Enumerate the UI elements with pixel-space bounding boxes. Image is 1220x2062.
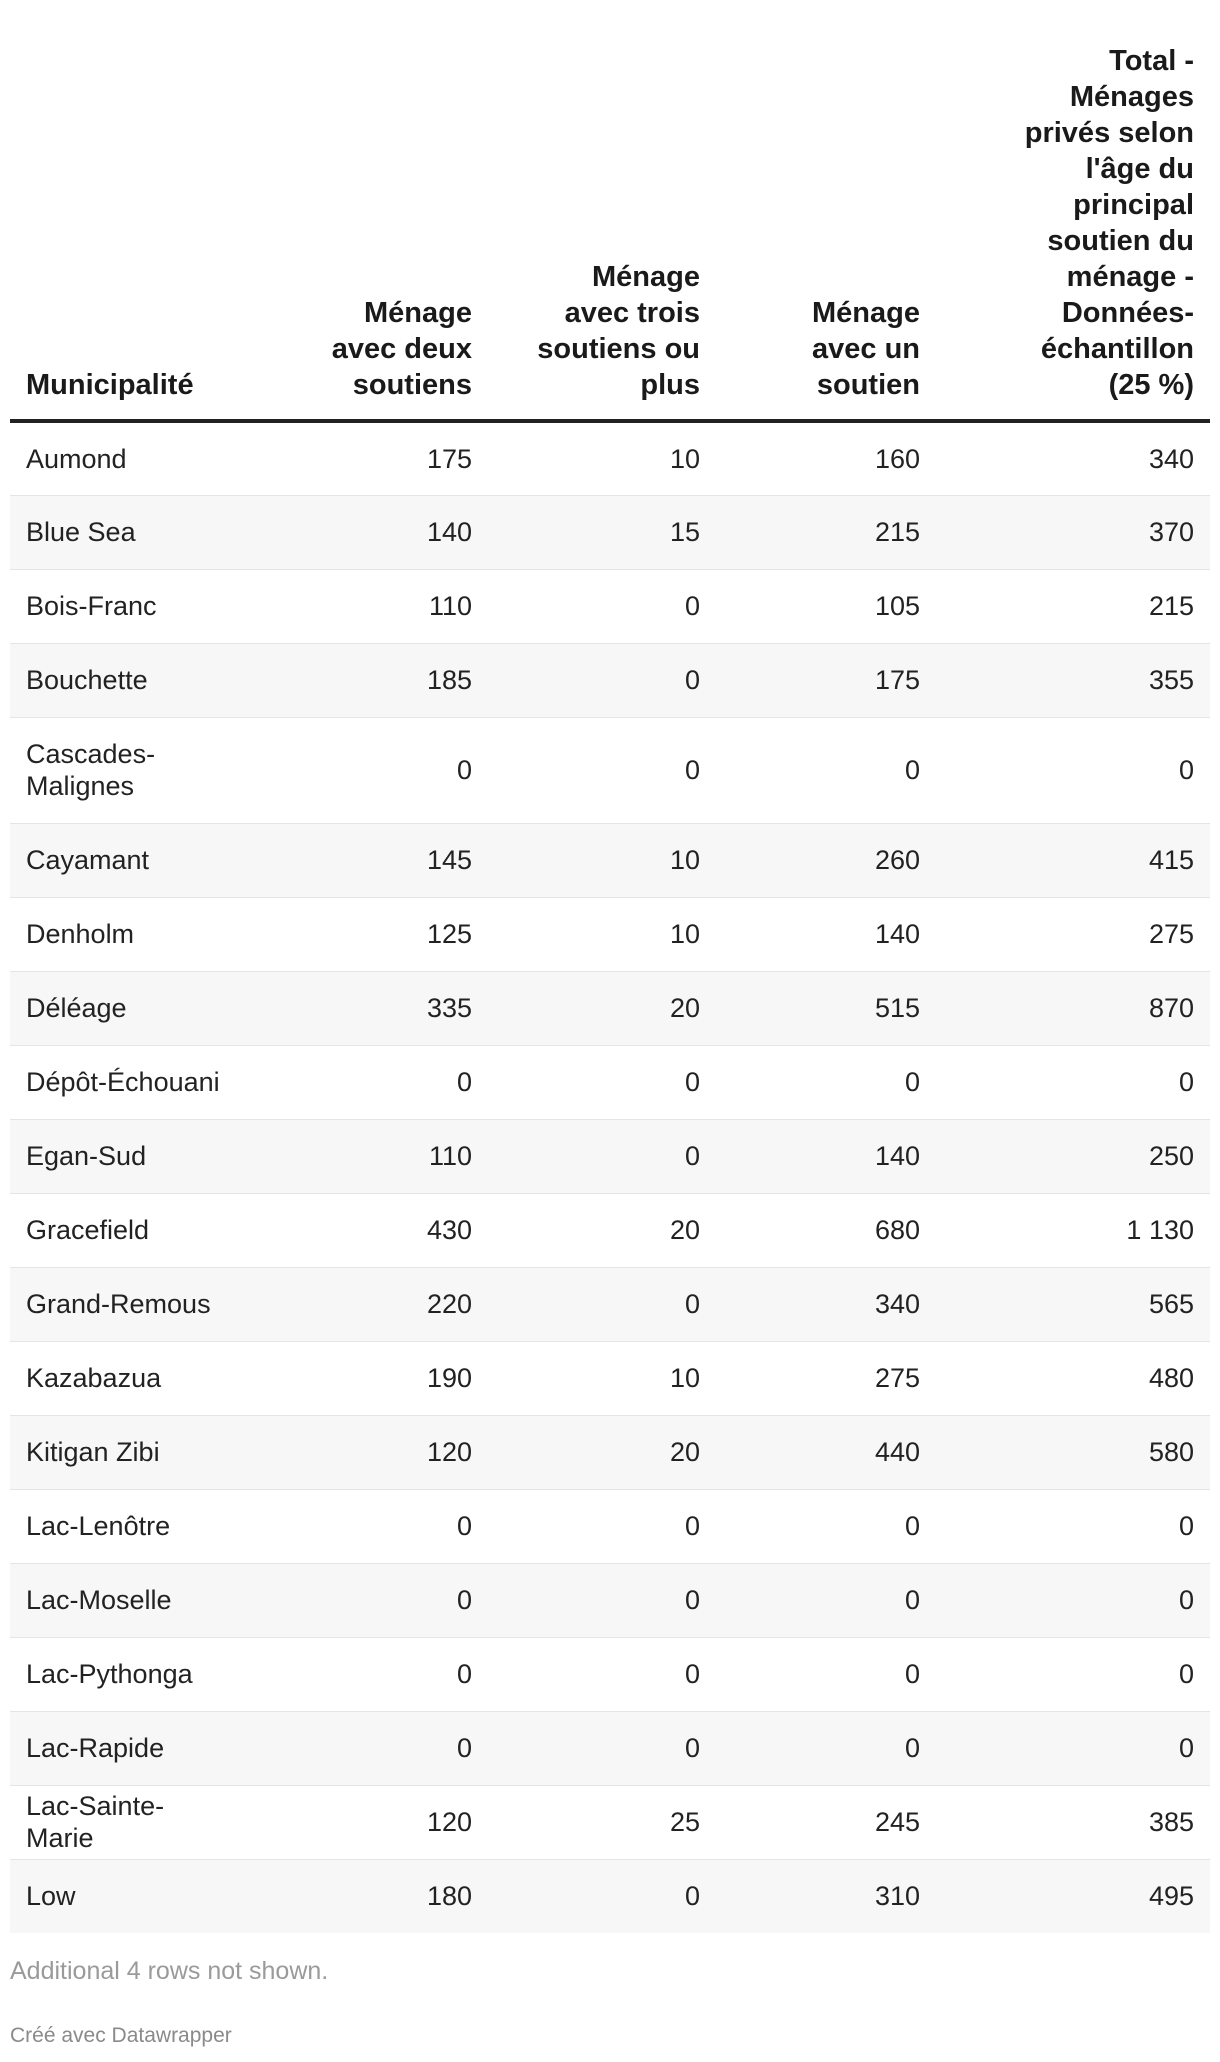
header-lines (332, 295, 472, 403)
additional-rows-note: Additional 4 rows not shown. (10, 1957, 329, 1985)
table-row (10, 1637, 1210, 1711)
column-header-un-soutien[interactable] (716, 0, 936, 421)
cell-trois-soutiens: 20 (488, 1193, 716, 1267)
header-line: soutien (816, 369, 920, 401)
header-line: (25 %) (1108, 369, 1194, 401)
table-row (10, 1193, 1210, 1267)
cell-municipalite: Lac-Sainte-Marie (10, 1785, 238, 1859)
header-lines (537, 259, 700, 403)
cell-un-soutien: 340 (716, 1267, 936, 1341)
cell-total: 0 (936, 1045, 1210, 1119)
cell-un-soutien: 680 (716, 1193, 936, 1267)
table-row (10, 569, 1210, 643)
datawrapper-credit: Créé avec Datawrapper (10, 2024, 232, 2047)
cell-deux-soutiens: 125 (238, 897, 488, 971)
column-header-deux-soutiens[interactable] (238, 0, 488, 421)
column-header-total[interactable] (936, 0, 1210, 421)
cell-un-soutien: 0 (716, 1489, 936, 1563)
header-line: échantillon (1040, 333, 1194, 365)
table-row (10, 495, 1210, 569)
cell-total: 340 (936, 421, 1210, 495)
cell-deux-soutiens: 0 (238, 1711, 488, 1785)
cell-municipalite: Denholm (10, 897, 238, 971)
cell-total: 495 (936, 1859, 1210, 1933)
cell-trois-soutiens: 0 (488, 717, 716, 823)
header-line: Ménage (364, 297, 472, 329)
cell-deux-soutiens: 0 (238, 717, 488, 823)
cell-total: 480 (936, 1341, 1210, 1415)
cell-un-soutien: 140 (716, 1119, 936, 1193)
cell-municipalite: Bois-Franc (10, 569, 238, 643)
cell-un-soutien: 0 (716, 1045, 936, 1119)
cell-total: 215 (936, 569, 1210, 643)
table-row (10, 1785, 1210, 1859)
cell-un-soutien: 245 (716, 1785, 936, 1859)
cell-total: 565 (936, 1267, 1210, 1341)
cell-deux-soutiens: 110 (238, 1119, 488, 1193)
cell-total: 0 (936, 1637, 1210, 1711)
header-line: avec trois (564, 297, 700, 329)
table-row (10, 823, 1210, 897)
cell-trois-soutiens: 10 (488, 1341, 716, 1415)
cell-un-soutien: 160 (716, 421, 936, 495)
cell-total: 1 130 (936, 1193, 1210, 1267)
cell-trois-soutiens: 0 (488, 643, 716, 717)
cell-total: 415 (936, 823, 1210, 897)
cell-municipalite: Low (10, 1859, 238, 1933)
header-line: l'âge du (1085, 153, 1194, 185)
header-line: ménage - (1066, 261, 1194, 293)
cell-municipalite: Cayamant (10, 823, 238, 897)
cell-deux-soutiens: 335 (238, 971, 488, 1045)
cell-deux-soutiens: 120 (238, 1415, 488, 1489)
cell-municipalite: Aumond (10, 421, 238, 495)
cell-trois-soutiens: 0 (488, 1267, 716, 1341)
cell-un-soutien: 175 (716, 643, 936, 717)
header-line: principal (1073, 189, 1194, 221)
header-line: soutien du (1047, 225, 1194, 257)
header-line: Ménage (812, 297, 920, 329)
cell-total: 370 (936, 495, 1210, 569)
table-row (10, 1267, 1210, 1341)
cell-total: 0 (936, 1489, 1210, 1563)
table-row (10, 1859, 1210, 1933)
table-row (10, 421, 1210, 495)
table-row (10, 1341, 1210, 1415)
cell-total: 355 (936, 643, 1210, 717)
header-line: soutiens (352, 369, 472, 401)
cell-total: 580 (936, 1415, 1210, 1489)
table-row (10, 897, 1210, 971)
cell-trois-soutiens: 0 (488, 1489, 716, 1563)
header-lines (26, 367, 194, 403)
table-row (10, 643, 1210, 717)
cell-deux-soutiens: 185 (238, 643, 488, 717)
cell-municipalite: Egan-Sud (10, 1119, 238, 1193)
cell-deux-soutiens: 175 (238, 421, 488, 495)
cell-un-soutien: 105 (716, 569, 936, 643)
cell-trois-soutiens: 20 (488, 971, 716, 1045)
cell-municipalite: Cascades- Malignes (10, 717, 238, 823)
cell-municipalite: Lac-Moselle (10, 1563, 238, 1637)
cell-total: 385 (936, 1785, 1210, 1859)
cell-deux-soutiens: 120 (238, 1785, 488, 1859)
cell-total: 275 (936, 897, 1210, 971)
header-line: Total - (1109, 45, 1194, 77)
cell-un-soutien: 215 (716, 495, 936, 569)
cell-municipalite: Bouchette (10, 643, 238, 717)
cell-un-soutien: 515 (716, 971, 936, 1045)
header-line: Ménages (1069, 81, 1194, 113)
header-line: avec un (812, 333, 920, 365)
header-line: Municipalité (26, 369, 194, 401)
cell-deux-soutiens: 140 (238, 495, 488, 569)
header-line: soutiens ou (537, 333, 700, 365)
cell-total: 870 (936, 971, 1210, 1045)
cell-trois-soutiens: 0 (488, 1637, 716, 1711)
cell-un-soutien: 140 (716, 897, 936, 971)
cell-un-soutien: 310 (716, 1859, 936, 1933)
cell-trois-soutiens: 0 (488, 1119, 716, 1193)
header-line: plus (640, 369, 700, 401)
cell-deux-soutiens: 220 (238, 1267, 488, 1341)
cell-un-soutien: 440 (716, 1415, 936, 1489)
cell-municipalite: Déléage (10, 971, 238, 1045)
cell-trois-soutiens: 0 (488, 1563, 716, 1637)
cell-trois-soutiens: 0 (488, 569, 716, 643)
cell-trois-soutiens: 10 (488, 823, 716, 897)
cell-municipalite: Kitigan Zibi (10, 1415, 238, 1489)
cell-municipalite: Kazabazua (10, 1341, 238, 1415)
table-row (10, 1415, 1210, 1489)
cell-municipalite: Dépôt-Échouani (10, 1045, 238, 1119)
table-row (10, 1563, 1210, 1637)
cell-deux-soutiens: 0 (238, 1563, 488, 1637)
cell-deux-soutiens: 180 (238, 1859, 488, 1933)
cell-deux-soutiens: 0 (238, 1489, 488, 1563)
cell-trois-soutiens: 0 (488, 1711, 716, 1785)
cell-trois-soutiens: 20 (488, 1415, 716, 1489)
cell-deux-soutiens: 430 (238, 1193, 488, 1267)
table-row (10, 1119, 1210, 1193)
table-row (10, 1045, 1210, 1119)
cell-un-soutien: 0 (716, 1637, 936, 1711)
header-line: avec deux (331, 333, 472, 365)
cell-un-soutien: 275 (716, 1341, 936, 1415)
cell-un-soutien: 0 (716, 1711, 936, 1785)
cell-municipalite: Lac-Lenôtre (10, 1489, 238, 1563)
header-line: Ménage (592, 261, 700, 293)
table-row (10, 1711, 1210, 1785)
cell-total: 0 (936, 1563, 1210, 1637)
cell-municipalite: Gracefield (10, 1193, 238, 1267)
column-header-trois-soutiens[interactable] (488, 0, 716, 421)
cell-trois-soutiens: 25 (488, 1785, 716, 1859)
cell-un-soutien: 0 (716, 717, 936, 823)
cell-municipalite: Lac-Rapide (10, 1711, 238, 1785)
cell-municipalite: Lac-Pythonga (10, 1637, 238, 1711)
cell-total: 250 (936, 1119, 1210, 1193)
cell-trois-soutiens: 15 (488, 495, 716, 569)
cell-municipalite: Grand-Remous (10, 1267, 238, 1341)
cell-deux-soutiens: 145 (238, 823, 488, 897)
cell-trois-soutiens: 0 (488, 1859, 716, 1933)
cell-total: 0 (936, 1711, 1210, 1785)
cell-trois-soutiens: 10 (488, 421, 716, 495)
column-header-municipalite[interactable] (10, 0, 238, 421)
table-row (10, 971, 1210, 1045)
cell-deux-soutiens: 0 (238, 1637, 488, 1711)
cell-deux-soutiens: 110 (238, 569, 488, 643)
header-line: privés selon (1024, 117, 1194, 149)
table-row (10, 717, 1210, 823)
header-line: Données- (1061, 297, 1194, 329)
cell-deux-soutiens: 190 (238, 1341, 488, 1415)
cell-deux-soutiens: 0 (238, 1045, 488, 1119)
cell-trois-soutiens: 0 (488, 1045, 716, 1119)
header-lines (812, 295, 920, 403)
cell-un-soutien: 0 (716, 1563, 936, 1637)
cell-un-soutien: 260 (716, 823, 936, 897)
cell-municipalite: Blue Sea (10, 495, 238, 569)
data-table (10, 0, 1210, 1933)
table-row (10, 1489, 1210, 1563)
table-body (10, 421, 1210, 1933)
cell-trois-soutiens: 10 (488, 897, 716, 971)
header-lines (1025, 43, 1194, 403)
header-row (10, 0, 1210, 421)
cell-total: 0 (936, 717, 1210, 823)
